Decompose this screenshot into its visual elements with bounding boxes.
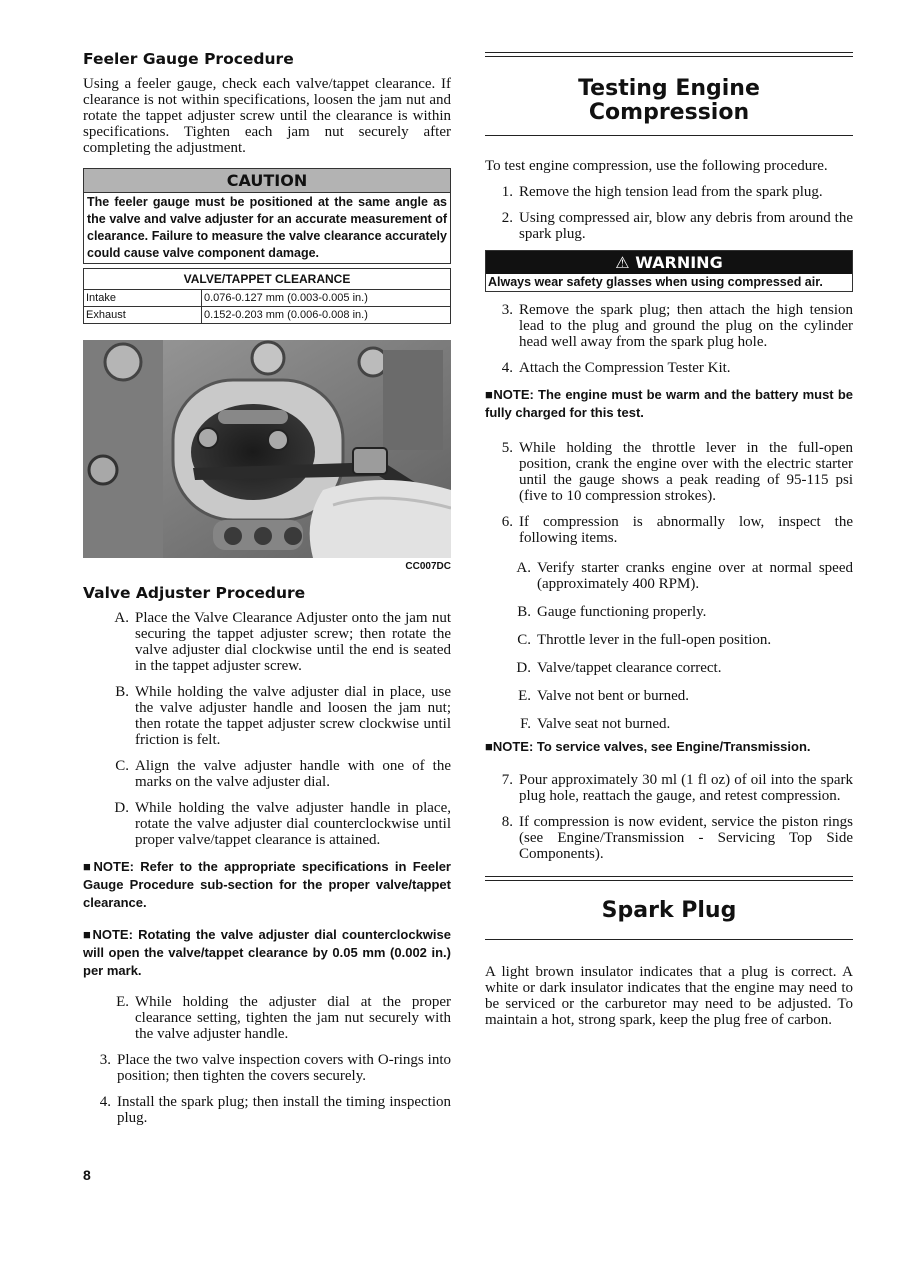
list-item: [485, 302, 853, 350]
photo-caption: CC007DC: [405, 561, 451, 572]
warning-title: WARNING: [635, 253, 723, 272]
list-item-text: Attach the Compression Tester Kit.: [519, 360, 731, 376]
list-item: [505, 632, 853, 648]
valve-adjuster-heading: Valve Adjuster Procedure: [83, 584, 306, 602]
section-rule: [485, 135, 853, 136]
list-item: [505, 716, 853, 732]
warning-triangle-icon: ⚠: [615, 253, 630, 272]
note-rotation: ■NOTE: Rotating the valve adjuster dial counterclockwise will open the valve/tappet clearance by 0.05 mm (0.002 in.) per mark.: [83, 927, 451, 978]
list-item: [83, 1052, 451, 1084]
list-item-label: 7.: [501, 772, 513, 788]
list-item-text: Throttle lever in the full-open position.: [537, 632, 772, 648]
table-cell-name: Intake: [84, 290, 202, 307]
warning-box: [485, 250, 853, 292]
compression-title-line2: Compression: [588, 100, 750, 125]
list-item: [505, 688, 853, 704]
warning-text: Always wear safety glasses when using compressed air.: [488, 275, 823, 289]
list-item-text: While holding the throttle lever in the full-open position, crank the engine over with the electric starter until the gauge shows a peak reading of 95-115 psi (five to 10 compression strokes).: [519, 440, 853, 504]
list-item-text: Valve/tappet clearance correct.: [537, 660, 722, 676]
list-item-label: E.: [116, 994, 129, 1010]
list-item: [485, 184, 853, 200]
list-item-label: A.: [114, 610, 129, 626]
list-item-label: C.: [517, 632, 531, 648]
list-item-label: 6.: [501, 514, 513, 530]
warning-header: [486, 251, 852, 274]
list-item: [485, 210, 853, 242]
list-item-text: Pour approximately 30 ml (1 fl oz) of oil into the spark plug hole, reattach the gauge, and retest compression.: [519, 772, 853, 804]
list-item: [103, 684, 451, 748]
list-item: [103, 994, 451, 1042]
list-item-label: 2.: [501, 210, 513, 226]
list-item: [103, 610, 451, 674]
right-column: [485, 52, 853, 1028]
note-specifications: ■NOTE: Refer to the appropriate specifications in Feeler Gauge Procedure sub-section for the proper valve/tappet clearance.: [83, 859, 451, 910]
table-row: [84, 307, 451, 324]
list-item: [485, 814, 853, 862]
list-item: [485, 772, 853, 804]
caution-box: [83, 168, 451, 264]
list-item-text: Valve seat not burned.: [537, 716, 671, 732]
list-item: [103, 758, 451, 790]
clearance-table: [83, 268, 451, 324]
list-item-label: 8.: [501, 814, 513, 830]
list-item-text: Install the spark plug; then install the timing inspection plug.: [117, 1094, 451, 1126]
list-item-label: E.: [518, 688, 531, 704]
list-item: [485, 440, 853, 504]
spark-plug-heading: [485, 881, 853, 939]
table-row: [84, 290, 451, 307]
list-item-label: F.: [520, 716, 531, 732]
list-item-text: While holding the adjuster dial at the proper clearance setting, tighten the jam nut securely with the valve adjuster handle.: [135, 994, 451, 1042]
list-item-text: If compression is abnormally low, inspect the following items.: [519, 514, 853, 546]
list-item: [505, 660, 853, 676]
clearance-table-title: VALVE/TAPPET CLEARANCE: [84, 269, 451, 290]
feeler-gauge-paragraph: Using a feeler gauge, check each valve/tappet clearance. If clearance is not within specifications, loosen the jam nut and rotate the tappet adjuster screw until the clearance is within specifications. Tighten each jam nut securely after completing the adjustment.: [83, 76, 451, 156]
list-item-label: D.: [114, 800, 129, 816]
list-item-label: B.: [115, 684, 129, 700]
left-column: [83, 50, 451, 1136]
list-item-label: C.: [115, 758, 129, 774]
list-item-text: While holding the valve adjuster handle in place, rotate the valve adjuster dial counterclockwise until proper valve/tappet clearance is attained.: [135, 800, 451, 848]
section-rule: [485, 939, 853, 940]
compression-title-line1: Testing Engine: [578, 76, 760, 101]
list-item: [505, 604, 853, 620]
note-warm-engine: ■NOTE: The engine must be warm and the battery must be fully charged for this test.: [485, 387, 853, 420]
list-item-label: 4.: [99, 1094, 111, 1110]
table-cell-value: 0.076-0.127 mm (0.003-0.005 in.): [202, 290, 451, 307]
list-item-label: B.: [517, 604, 531, 620]
page-number: 8: [83, 1167, 91, 1183]
list-item: [485, 514, 853, 546]
caution-text: The feeler gauge must be positioned at the same angle as the valve and valve adjuster for an accurate measurement of clearance. Failure to measure the valve clearance accurately could cause valve component damage.: [87, 195, 447, 260]
caution-title: CAUTION: [84, 169, 450, 193]
list-item: [505, 560, 853, 592]
list-item: [83, 1094, 451, 1126]
spark-plug-paragraph: A light brown insulator indicates that a plug is correct. A white or dark insulator indicates that the engine may need to be serviced or the carburetor may need to be adjusted. To maintain a hot, strong spark, keep the plug free of carbon.: [485, 964, 853, 1028]
list-item-label: A.: [516, 560, 531, 576]
list-item-text: Align the valve adjuster handle with one of the marks on the valve adjuster dial.: [135, 758, 451, 790]
feeler-gauge-heading: Feeler Gauge Procedure: [83, 50, 294, 68]
note-service-valves: ■NOTE: To service valves, see Engine/Transmission.: [485, 739, 811, 754]
valve-adjustment-photo: [83, 340, 451, 558]
list-item-label: 3.: [99, 1052, 111, 1068]
list-item-text: Using compressed air, blow any debris from around the spark plug.: [519, 210, 853, 242]
list-item-label: 4.: [501, 360, 513, 376]
list-item-text: Gauge functioning properly.: [537, 604, 707, 620]
list-item-label: 1.: [501, 184, 513, 200]
adjuster-steps: [83, 610, 451, 848]
compression-intro: To test engine compression, use the following procedure.: [485, 158, 828, 174]
list-item: [485, 360, 853, 376]
list-item-label: 5.: [501, 440, 513, 456]
list-item-text: If compression is now evident, service the piston rings (see Engine/Transmission - Servicing Top Side Components).: [519, 814, 853, 862]
list-item-text: Remove the high tension lead from the spark plug.: [519, 184, 823, 200]
list-item-text: While holding the valve adjuster dial in place, use the valve adjuster handle and loosen the jam nut; then rotate the tappet adjuster screw clockwise until friction is felt.: [135, 684, 451, 748]
list-item: [103, 800, 451, 848]
list-item-text: Valve not bent or burned.: [537, 688, 690, 704]
list-item-label: D.: [516, 660, 531, 676]
compression-heading: [485, 57, 853, 135]
list-item-label: 3.: [501, 302, 513, 318]
list-item-text: Place the two valve inspection covers with O-rings into position; then tighten the covers securely.: [117, 1052, 451, 1084]
table-cell-value: 0.152-0.203 mm (0.006-0.008 in.): [202, 307, 451, 324]
list-item-text: Remove the spark plug; then attach the high tension lead to the plug and ground the plug on the cylinder head well away from the spark plug hole.: [519, 302, 853, 350]
spark-plug-title: Spark Plug: [601, 898, 737, 923]
table-cell-name: Exhaust: [84, 307, 202, 324]
list-item-text: Place the Valve Clearance Adjuster onto the jam nut securing the tappet adjuster screw; then rotate the valve adjuster dial clockwise until the end is seated in the tappet adjuster screw.: [135, 610, 451, 674]
list-item-text: Verify starter cranks engine over at normal speed (approximately 400 RPM).: [537, 560, 853, 592]
